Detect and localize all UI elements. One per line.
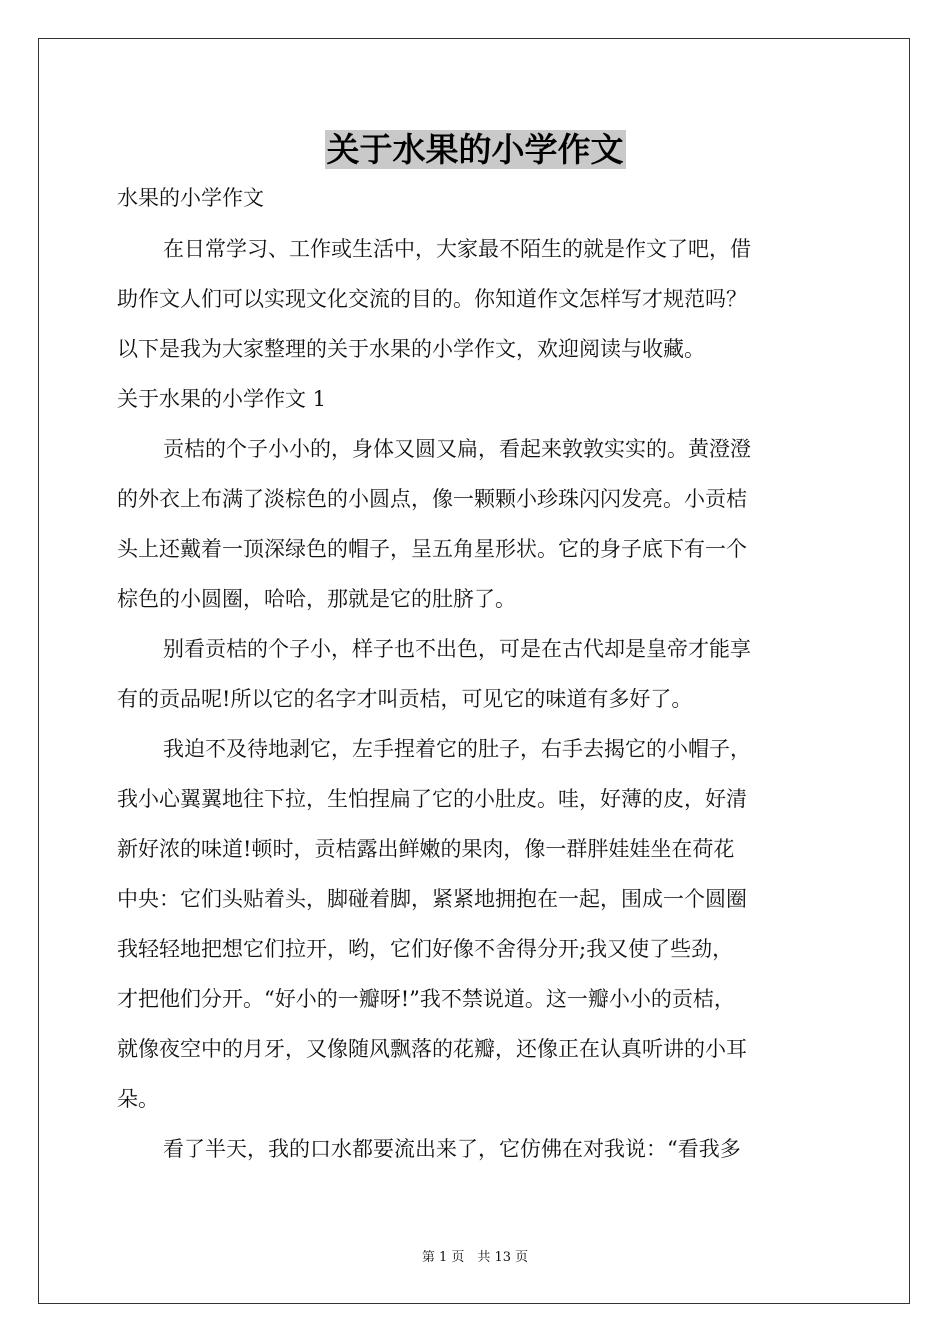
text-line: 才把他们分开。“好小的一瓣呀!”我不禁说道。这一瓣小小的贡桔， [117, 987, 735, 1011]
text-line: 就像夜空中的月牙，又像随风飘落的花瓣，还像正在认真听讲的小耳 [117, 1037, 747, 1061]
page-border [38, 38, 910, 1304]
text-line: 头上还戴着一顶深绿色的帽子，呈五角星形状。它的身子底下有一个 [117, 537, 747, 561]
document-title [0, 128, 950, 172]
text-line: 在日常学习、工作或生活中，大家最不陌生的就是作文了吧，借 [163, 237, 751, 261]
subtitle-line: 水果的小学作文 [117, 186, 264, 210]
text-line: 新好浓的味道!顿时，贡桔露出鲜嫩的果肉，像一群胖娃娃坐在荷花 [117, 837, 735, 861]
text-line: 的外衣上布满了淡棕色的小圆点，像一颗颗小珍珠闪闪发亮。小贡桔 [117, 487, 747, 511]
section-heading: 关于水果的小学作文 1 [117, 387, 327, 411]
text-line: 贡桔的个子小小的，身体又圆又扁，看起来敦敦实实的。黄澄澄 [163, 437, 751, 461]
title-text: 关于水果的小学作文 [326, 130, 624, 169]
text-line: 棕色的小圆圈，哈哈，那就是它的肚脐了。 [117, 587, 516, 611]
text-line: 我小心翼翼地往下拉，生怕捏扁了它的小肚皮。哇，好薄的皮，好清 [117, 787, 747, 811]
text-line: 我轻轻地把想它们拉开，哟，它们好像不舍得分开;我又使了些劲， [117, 937, 734, 961]
text-line: 有的贡品呢!所以它的名字才叫贡桔，可见它的味道有多好了。 [117, 687, 693, 711]
text-line: 助作文人们可以实现文化交流的目的。你知道作文怎样写才规范吗？ [117, 287, 747, 311]
page-footer: 第 1 页 共 13 页 [421, 1250, 529, 1265]
text-line: 看了半天，我的口水都要流出来了，它仿佛在对我说：“看我多 [163, 1137, 741, 1161]
text-line: 以下是我为大家整理的关于水果的小学作文，欢迎阅读与收藏。 [117, 337, 705, 361]
text-line: 别看贡桔的个子小，样子也不出色，可是在古代却是皇帝才能享 [163, 637, 751, 661]
text-line: 朵。 [117, 1087, 159, 1111]
text-line: 中央：它们头贴着头，脚碰着脚，紧紧地拥抱在一起，围成一个圆圈 [117, 887, 747, 911]
text-line: 我迫不及待地剥它，左手捏着它的肚子，右手去揭它的小帽子， [163, 737, 751, 761]
